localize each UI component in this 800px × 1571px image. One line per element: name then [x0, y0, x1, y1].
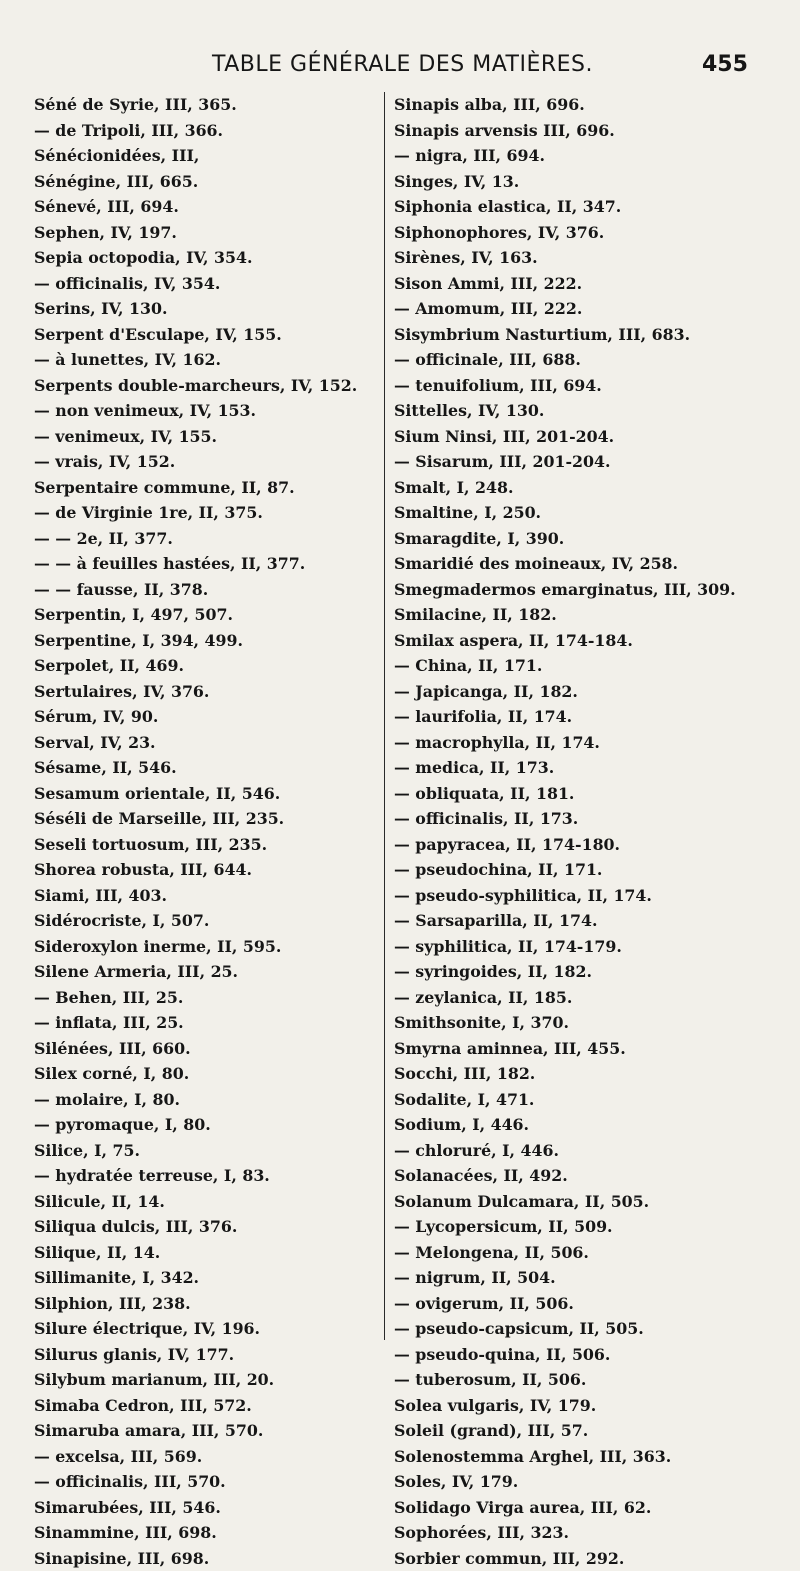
index-entry: — Amomum, III, 222.: [394, 296, 744, 322]
index-entry: — Sarsaparilla, II, 174.: [394, 908, 744, 934]
index-entry: Silene Armeria, III, 25.: [34, 959, 378, 985]
index-entry: Sesamum orientale, II, 546.: [34, 781, 378, 807]
index-entry: Silphion, III, 238.: [34, 1291, 378, 1317]
page-title: TABLE GÉNÉRALE DES MATIÈRES.: [212, 52, 593, 77]
index-entry: — molaire, I, 80.: [34, 1087, 378, 1113]
index-entry: — non venimeux, IV, 153.: [34, 398, 378, 424]
index-entry: Serpents double-marcheurs, IV, 152.: [34, 373, 378, 399]
index-entry: — — 2e, II, 377.: [34, 526, 378, 552]
index-entry: Silure électrique, IV, 196.: [34, 1316, 378, 1342]
index-entry: — syphilitica, II, 174-179.: [394, 934, 744, 960]
index-entry: Sirènes, IV, 163.: [394, 245, 744, 271]
index-entry: Sison Ammi, III, 222.: [394, 271, 744, 297]
index-entry: — hydratée terreuse, I, 83.: [34, 1163, 378, 1189]
index-entry: — pseudo-syphilitica, II, 174.: [394, 883, 744, 909]
index-entry: — officinalis, IV, 354.: [34, 271, 378, 297]
index-entry: — inflata, III, 25.: [34, 1010, 378, 1036]
index-entry: — syringoides, II, 182.: [394, 959, 744, 985]
index-entry: Sephen, IV, 197.: [34, 220, 378, 246]
index-entry: Singes, IV, 13.: [394, 169, 744, 195]
index-entry: — venimeux, IV, 155.: [34, 424, 378, 450]
index-entry: Silicule, II, 14.: [34, 1189, 378, 1215]
index-entry: Serpentine, I, 394, 499.: [34, 628, 378, 654]
index-entry: — Japicanga, II, 182.: [394, 679, 744, 705]
index-entry: — macrophylla, II, 174.: [394, 730, 744, 756]
index-entry: — officinalis, II, 173.: [394, 806, 744, 832]
index-entry: Silybum marianum, III, 20.: [34, 1367, 378, 1393]
index-entry: Sertulaires, IV, 376.: [34, 679, 378, 705]
index-entry: — pseudo-capsicum, II, 505.: [394, 1316, 744, 1342]
index-entry: Sideroxylon inerme, II, 595.: [34, 934, 378, 960]
index-entry: Serval, IV, 23.: [34, 730, 378, 756]
index-entry: — laurifolia, II, 174.: [394, 704, 744, 730]
index-entry: Solanum Dulcamara, II, 505.: [394, 1189, 744, 1215]
index-entry: Sodium, I, 446.: [394, 1112, 744, 1138]
index-entry: Sinapisine, III, 698.: [34, 1546, 378, 1571]
right-column: [394, 92, 744, 1571]
index-entry: — officinalis, III, 570.: [34, 1469, 378, 1495]
index-entry: Silice, I, 75.: [34, 1138, 378, 1164]
index-entry: — Lycopersicum, II, 509.: [394, 1214, 744, 1240]
index-entry: Soles, IV, 179.: [394, 1469, 744, 1495]
index-entry: Smaltine, I, 250.: [394, 500, 744, 526]
index-entry: Silurus glanis, IV, 177.: [34, 1342, 378, 1368]
index-entry: Serins, IV, 130.: [34, 296, 378, 322]
index-entry: Siami, III, 403.: [34, 883, 378, 909]
column-divider: [384, 92, 385, 1340]
index-entry: — pseudochina, II, 171.: [394, 857, 744, 883]
index-entry: Sérum, IV, 90.: [34, 704, 378, 730]
index-entry: Sénevé, III, 694.: [34, 194, 378, 220]
index-entry: Siphonia elastica, II, 347.: [394, 194, 744, 220]
index-entry: — chloruré, I, 446.: [394, 1138, 744, 1164]
index-entry: — de Virginie 1re, II, 375.: [34, 500, 378, 526]
index-entry: Simaruba amara, III, 570.: [34, 1418, 378, 1444]
index-entry: Sénécionidées, III,: [34, 143, 378, 169]
index-entry: — tuberosum, II, 506.: [394, 1367, 744, 1393]
index-entry: Sorbier commun, III, 292.: [394, 1546, 744, 1571]
index-entry: — vrais, IV, 152.: [34, 449, 378, 475]
index-entry: Socchi, III, 182.: [394, 1061, 744, 1087]
index-entry: Solidago Virga aurea, III, 62.: [394, 1495, 744, 1521]
index-entry: Sium Ninsi, III, 201-204.: [394, 424, 744, 450]
index-entry: Smaridié des moineaux, IV, 258.: [394, 551, 744, 577]
index-entry: Sittelles, IV, 130.: [394, 398, 744, 424]
index-entry: — Sisarum, III, 201-204.: [394, 449, 744, 475]
index-entry: Sodalite, I, 471.: [394, 1087, 744, 1113]
index-entry: Silénées, III, 660.: [34, 1036, 378, 1062]
index-entry: — obliquata, II, 181.: [394, 781, 744, 807]
index-entry: Smalt, I, 248.: [394, 475, 744, 501]
index-entry: Simarubées, III, 546.: [34, 1495, 378, 1521]
index-entry: — Melongena, II, 506.: [394, 1240, 744, 1266]
index-entry: Séné de Syrie, III, 365.: [34, 92, 378, 118]
index-entry: Sinapis arvensis III, 696.: [394, 118, 744, 144]
index-entry: Sidérocriste, I, 507.: [34, 908, 378, 934]
index-entry: — China, II, 171.: [394, 653, 744, 679]
index-entry: Sésame, II, 546.: [34, 755, 378, 781]
index-entry: Sinapis alba, III, 696.: [394, 92, 744, 118]
index-entry: Sisymbrium Nasturtium, III, 683.: [394, 322, 744, 348]
index-entry: — zeylanica, II, 185.: [394, 985, 744, 1011]
index-entry: Smilacine, II, 182.: [394, 602, 744, 628]
index-entry: Silex corné, I, 80.: [34, 1061, 378, 1087]
index-entry: Serpolet, II, 469.: [34, 653, 378, 679]
index-entry: Solea vulgaris, IV, 179.: [394, 1393, 744, 1419]
index-entry: Sophorées, III, 323.: [394, 1520, 744, 1546]
index-entry: — — à feuilles hastées, II, 377.: [34, 551, 378, 577]
page-header: [0, 52, 800, 86]
index-entry: Serpentaire commune, II, 87.: [34, 475, 378, 501]
index-entry: Smyrna aminnea, III, 455.: [394, 1036, 744, 1062]
index-entry: — nigra, III, 694.: [394, 143, 744, 169]
index-entry: Smilax aspera, II, 174-184.: [394, 628, 744, 654]
index-entry: Smegmadermos emarginatus, III, 309.: [394, 577, 744, 603]
index-entry: Sénégine, III, 665.: [34, 169, 378, 195]
index-entry: Serpentin, I, 497, 507.: [34, 602, 378, 628]
index-entry: — Behen, III, 25.: [34, 985, 378, 1011]
left-column: [34, 92, 378, 1571]
index-entry: Shorea robusta, III, 644.: [34, 857, 378, 883]
index-entry: — excelsa, III, 569.: [34, 1444, 378, 1470]
index-entry: Solenostemma Arghel, III, 363.: [394, 1444, 744, 1470]
index-entry: Siliqua dulcis, III, 376.: [34, 1214, 378, 1240]
index-entry: Simaba Cedron, III, 572.: [34, 1393, 378, 1419]
index-entry: Seseli tortuosum, III, 235.: [34, 832, 378, 858]
index-entry: — nigrum, II, 504.: [394, 1265, 744, 1291]
index-entry: — ovigerum, II, 506.: [394, 1291, 744, 1317]
index-entry: Sillimanite, I, 342.: [34, 1265, 378, 1291]
index-entry: — de Tripoli, III, 366.: [34, 118, 378, 144]
index-entry: — pyromaque, I, 80.: [34, 1112, 378, 1138]
index-entry: Solanacées, II, 492.: [394, 1163, 744, 1189]
index-entry: Soleil (grand), III, 57.: [394, 1418, 744, 1444]
index-entry: Serpent d'Esculape, IV, 155.: [34, 322, 378, 348]
index-entry: Smaragdite, I, 390.: [394, 526, 744, 552]
index-entry: — papyracea, II, 174-180.: [394, 832, 744, 858]
index-entry: Sepia octopodia, IV, 354.: [34, 245, 378, 271]
index-entry: Sinammine, III, 698.: [34, 1520, 378, 1546]
index-entry: — — fausse, II, 378.: [34, 577, 378, 603]
page-number: 455: [702, 52, 748, 77]
index-entry: Siphonophores, IV, 376.: [394, 220, 744, 246]
index-entry: Smithsonite, I, 370.: [394, 1010, 744, 1036]
index-entry: — pseudo-quina, II, 506.: [394, 1342, 744, 1368]
index-entry: — medica, II, 173.: [394, 755, 744, 781]
index-entry: — tenuifolium, III, 694.: [394, 373, 744, 399]
index-entry: — officinale, III, 688.: [394, 347, 744, 373]
index-entry: Silique, II, 14.: [34, 1240, 378, 1266]
index-entry: — à lunettes, IV, 162.: [34, 347, 378, 373]
index-entry: Séséli de Marseille, III, 235.: [34, 806, 378, 832]
